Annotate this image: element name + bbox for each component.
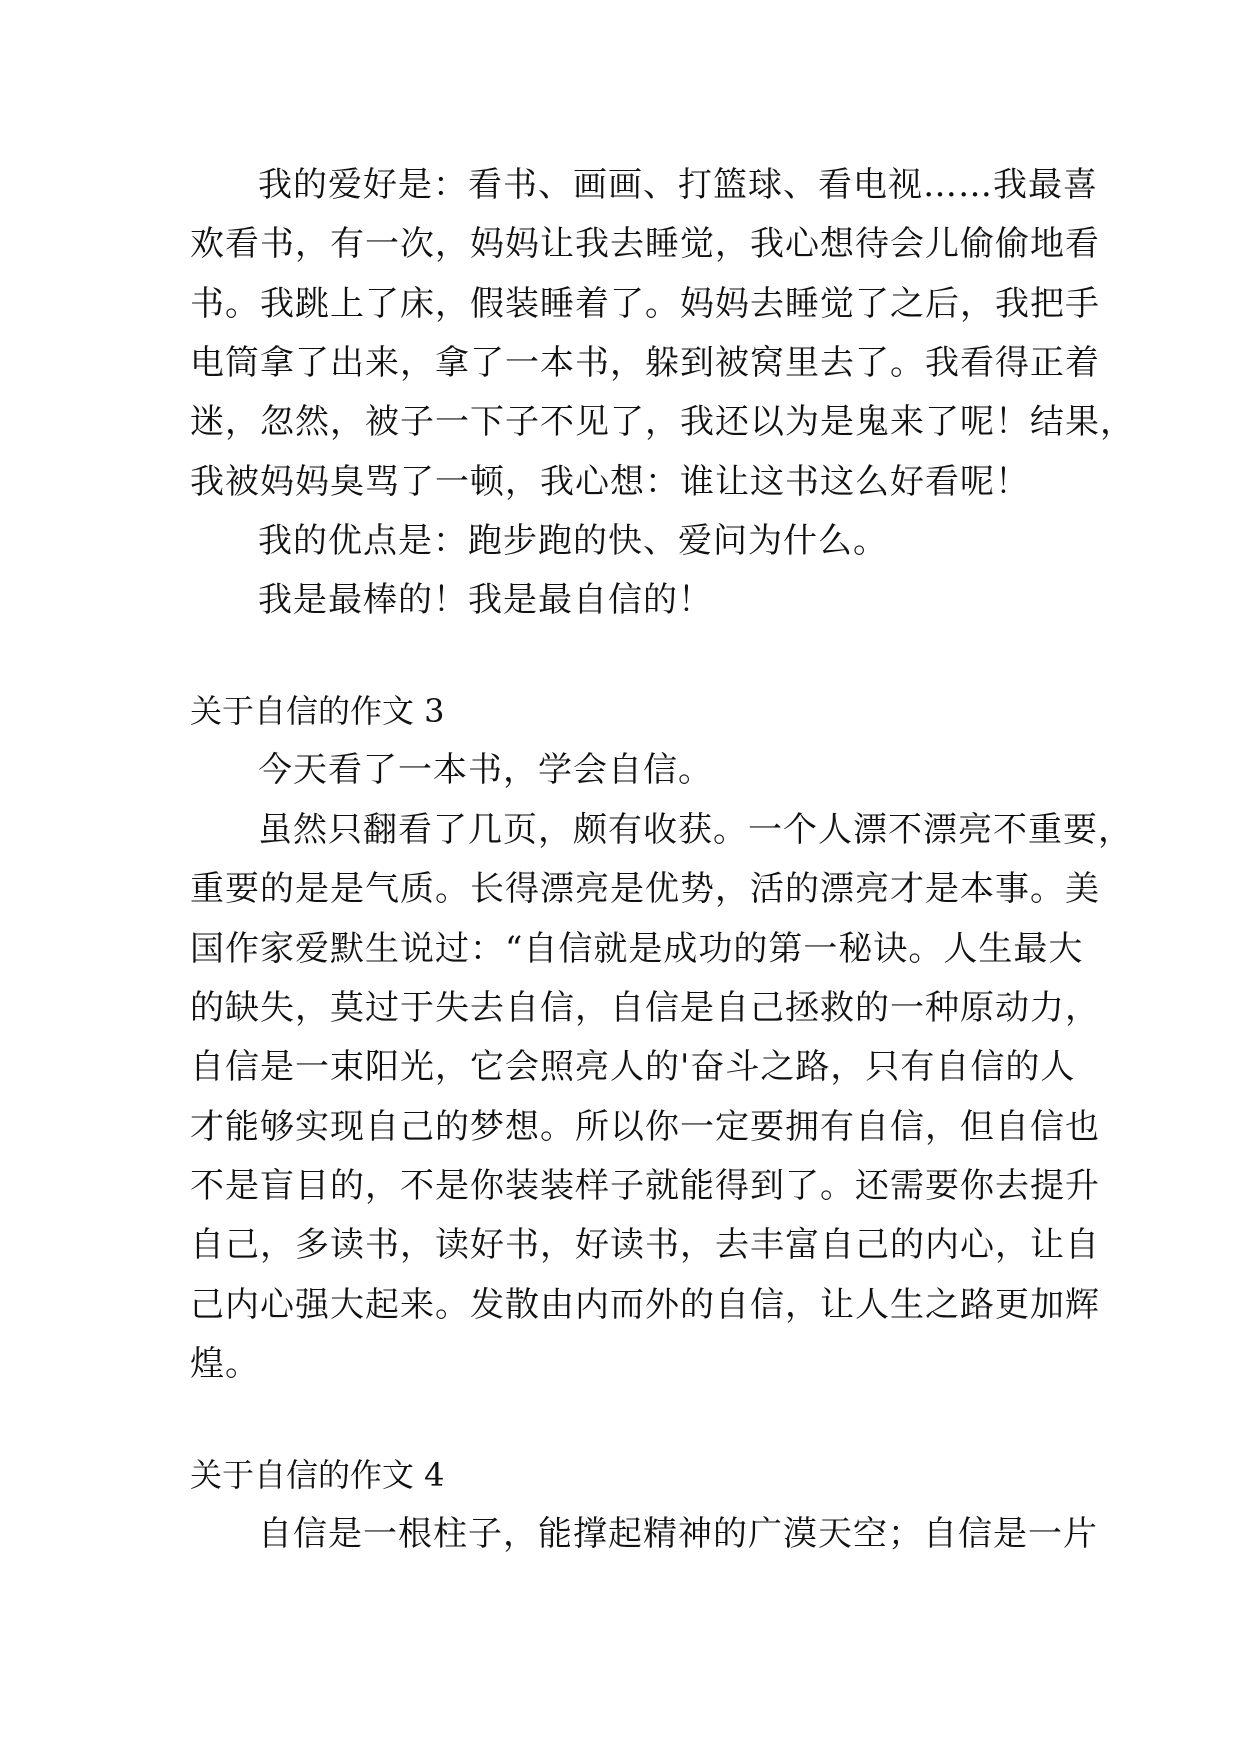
paragraph-line: 我被妈妈臭骂了一顿，我心想：谁让这书这么好看呢！ [190, 462, 1030, 502]
paragraph-line: 煌。 [190, 1344, 260, 1384]
paragraph-line: 迷，忽然，被子一下子不见了，我还以为是鬼来了呢！结果， [190, 402, 1135, 442]
paragraph-line: 己内心强大起来。发散由内而外的自信，让人生之路更加辉 [190, 1285, 1100, 1325]
paragraph-line: 虽然只翻看了几页，颇有收获。一个人漂不漂亮不重要， [258, 810, 1133, 850]
paragraph-line: 书。我跳上了床，假装睡着了。妈妈去睡觉了之后，我把手 [190, 284, 1100, 324]
paragraph-line: 才能够实现自己的梦想。所以你一定要拥有自信，但自信也 [190, 1107, 1100, 1147]
paragraph-line: 自信是一根柱子，能撑起精神的广漠天空；自信是一片 [258, 1514, 1098, 1554]
paragraph-line: 今天看了一本书，学会自信。 [258, 750, 713, 790]
section-heading: 关于自信的作文 4 [190, 1456, 445, 1494]
paragraph-line: 自己，多读书，读好书，好读书，去丰富自己的内心，让自 [190, 1225, 1100, 1265]
paragraph-line: 重要的是是气质。长得漂亮是优势，活的漂亮才是本事。美 [190, 869, 1100, 909]
paragraph-line: 不是盲目的，不是你装装样子就能得到了。还需要你去提升 [190, 1166, 1100, 1206]
paragraph-line: 我的优点是：跑步跑的快、爱问为什么。 [258, 521, 888, 561]
paragraph-line: 国作家爱默生说过：“自信就是成功的第一秘诀。人生最大 [190, 929, 1084, 969]
paragraph-line: 我的爱好是：看书、画画、打篮球、看电视……我最喜 [258, 165, 1098, 205]
section-heading: 关于自信的作文 3 [190, 692, 445, 730]
paragraph-line: 我是最棒的！我是最自信的！ [258, 580, 713, 620]
paragraph-line: 电筒拿了出来，拿了一本书，躲到被窝里去了。我看得正着 [190, 343, 1100, 383]
paragraph-line: 自信是一束阳光，它会照亮人的'奋斗之路，只有自信的人 [190, 1047, 1076, 1087]
paragraph-line: 欢看书，有一次，妈妈让我去睡觉，我心想待会儿偷偷地看 [190, 224, 1100, 264]
paragraph-line: 的缺失，莫过于失去自信，自信是自己拯救的一种原动力， [190, 988, 1100, 1028]
